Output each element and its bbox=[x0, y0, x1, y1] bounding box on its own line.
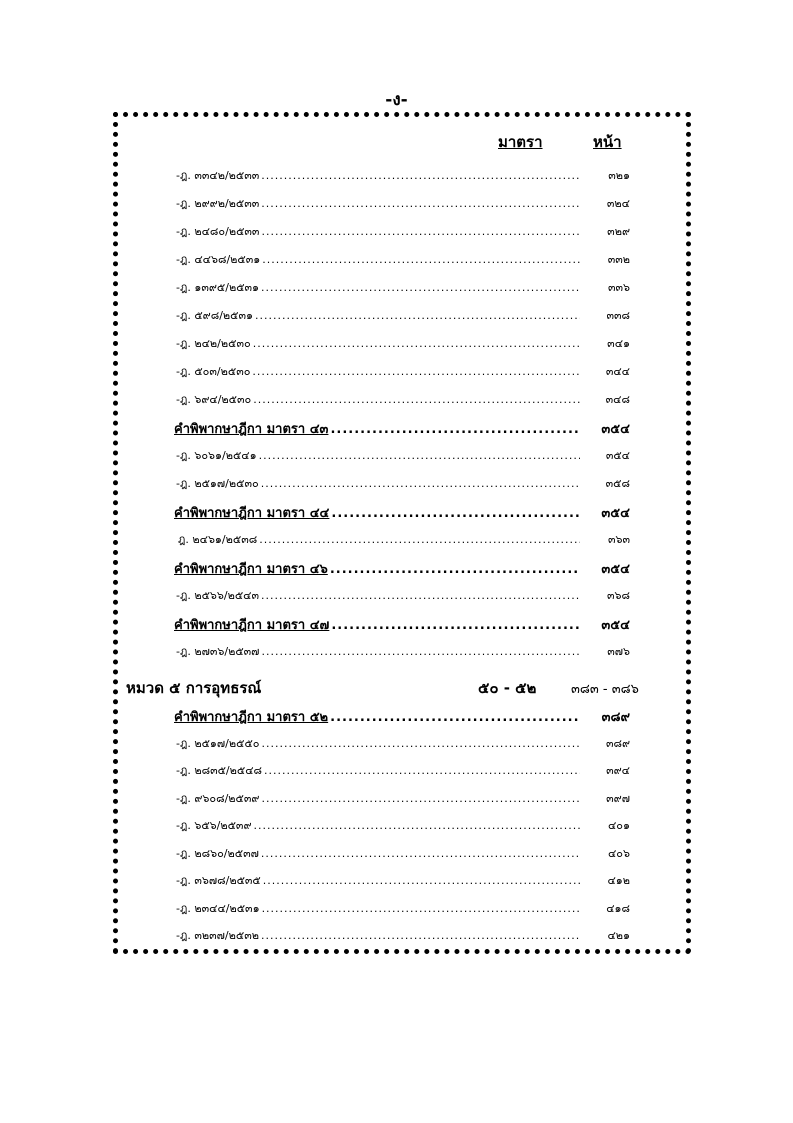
entry-page-number: ๓๒๔ bbox=[606, 197, 630, 210]
entry-page-number: ๓๓๖ bbox=[607, 281, 630, 294]
toc-entry-row bbox=[0, 586, 793, 606]
entry-label bbox=[176, 306, 580, 324]
dot-leader bbox=[259, 533, 580, 546]
dot-leader bbox=[331, 618, 580, 633]
entry-page-number: ๓๘๙ bbox=[605, 736, 630, 750]
entry-label bbox=[176, 734, 580, 752]
entry-page-number: ๓๖๓ bbox=[607, 533, 630, 546]
entry-page-number: ๓๗๖ bbox=[607, 645, 630, 658]
entry-text: คำพิพากษาฎีกา มาตรา ๔๖ bbox=[174, 562, 328, 577]
dot-leader bbox=[261, 645, 580, 658]
entry-label bbox=[176, 250, 580, 268]
entry-text: -ฎ. ๒๙๙๒/๒๕๓๓ bbox=[176, 197, 260, 210]
entry-page-number: ๓๓๒ bbox=[607, 253, 630, 266]
entry-text: คำพิพากษาฎีกา มาตรา ๕๒ bbox=[174, 710, 329, 725]
toc-entry-row bbox=[0, 334, 793, 354]
entry-text: -ฎ. ๒๗๓๖/๒๕๓๗ bbox=[176, 645, 260, 658]
toc-entry-row bbox=[0, 446, 793, 466]
entry-text: -ฎ. ๓๖๗๘/๒๕๓๕ bbox=[176, 874, 261, 887]
toc-entry-row bbox=[0, 871, 793, 891]
entry-text: -ฎ. ๔๔๖๘/๒๕๓๑ bbox=[176, 253, 261, 266]
entry-text: -ฎ. ๓๓๔๒/๒๕๓๓ bbox=[176, 169, 260, 182]
entry-label bbox=[176, 474, 580, 492]
toc-entry-row bbox=[0, 474, 793, 494]
entry-text: -ฎ. ๖๐๖๑/๒๕๔๑ bbox=[176, 449, 257, 462]
entry-page-number: ๓๙๔ bbox=[606, 764, 630, 777]
toc-entry-row bbox=[0, 250, 793, 270]
entry-label bbox=[176, 871, 580, 889]
entry-text: คำพิพากษาฎีกา มาตรา ๔๗ bbox=[174, 618, 330, 633]
entry-label bbox=[176, 194, 580, 212]
entry-page-number: ๓๒๑ bbox=[608, 169, 630, 182]
entry-label bbox=[174, 706, 580, 727]
toc-entry-row bbox=[0, 844, 793, 864]
section-column-header: มาตรา bbox=[498, 133, 543, 151]
toc-entry-row bbox=[0, 761, 793, 781]
section-heading-row bbox=[0, 418, 793, 438]
toc-entry-row bbox=[0, 789, 793, 809]
dot-leader bbox=[261, 477, 580, 490]
dot-leader bbox=[255, 309, 580, 322]
dot-leader bbox=[261, 197, 580, 210]
dot-leader bbox=[261, 929, 580, 942]
chapter-pages: ๓๘๓ - ๓๘๖ bbox=[571, 682, 639, 697]
entry-label bbox=[176, 761, 580, 779]
toc-entry-row bbox=[0, 816, 793, 836]
entry-text: -ฎ. ๖๕๖/๒๕๓๙ bbox=[176, 819, 252, 832]
entry-text: -ฎ. ๒๕๑๗/๒๕๓๐ bbox=[176, 477, 259, 490]
entry-text: -ฎ. ๕๙๘/๒๕๓๑ bbox=[176, 309, 253, 322]
entry-page-number: ๔๒๑ bbox=[607, 929, 630, 942]
dot-leader bbox=[330, 710, 580, 725]
entry-text: -ฎ. ๕๐๓/๒๕๓๐ bbox=[176, 365, 251, 378]
toc-entry-row bbox=[0, 899, 793, 919]
chapter-title: หมวด ๕ การอุทธรณ์ bbox=[126, 679, 262, 697]
entry-page-number: ๔๐๑ bbox=[607, 819, 630, 832]
entry-label bbox=[176, 390, 580, 408]
entry-label bbox=[174, 614, 580, 635]
entry-label bbox=[174, 502, 580, 523]
entry-label bbox=[176, 166, 580, 184]
dot-leader bbox=[252, 365, 580, 378]
dot-leader bbox=[254, 819, 581, 832]
entry-label bbox=[176, 789, 580, 807]
entry-page-number: ๓๓๘ bbox=[606, 309, 630, 322]
dot-leader bbox=[261, 225, 580, 238]
toc-entry-row bbox=[0, 278, 793, 298]
entry-label bbox=[174, 418, 580, 439]
entry-page-number: ๓๕๔ bbox=[601, 506, 630, 521]
section-heading-row bbox=[0, 558, 793, 578]
section-heading-row bbox=[0, 502, 793, 522]
entry-page-number: ๔๐๖ bbox=[607, 846, 630, 860]
dot-leader bbox=[263, 874, 580, 887]
dot-leader bbox=[261, 847, 580, 860]
toc-entry-row bbox=[0, 166, 793, 186]
entry-text: -ฎ. ๖๙๔/๒๕๓๐ bbox=[176, 393, 252, 406]
toc-entry-row bbox=[0, 362, 793, 382]
toc-entry-row bbox=[0, 306, 793, 326]
page-column-header: หน้า bbox=[593, 133, 622, 151]
dot-leader bbox=[261, 169, 580, 182]
toc-entry-row bbox=[0, 222, 793, 242]
entry-page-number: ๓๔๔ bbox=[605, 365, 630, 378]
toc-entry-row bbox=[0, 734, 793, 754]
entry-text: คำพิพากษาฎีกา มาตรา ๔๔ bbox=[174, 506, 330, 521]
entry-page-number: ๓๒๙ bbox=[607, 225, 630, 238]
dot-leader bbox=[330, 562, 580, 577]
toc-entry-row bbox=[0, 530, 793, 550]
dot-leader bbox=[262, 737, 581, 750]
toc-entry-row bbox=[0, 926, 793, 946]
entry-page-number: ๓๘๙ bbox=[601, 710, 630, 725]
entry-label bbox=[176, 362, 580, 380]
entry-text: -ฎ. ๒๔๘๐/๒๕๓๓ bbox=[176, 225, 260, 238]
entry-label bbox=[176, 816, 580, 834]
entry-label bbox=[176, 278, 580, 296]
entry-page-number: ๓๖๘ bbox=[607, 589, 630, 602]
entry-label bbox=[176, 899, 580, 917]
entry-text: -ฎ. ๒๔๒/๒๕๓๐ bbox=[176, 337, 251, 350]
entry-text: -ฎ. ๒๘๓๕/๒๕๔๘ bbox=[176, 764, 263, 777]
toc-entry-row bbox=[0, 642, 793, 662]
section-heading-row bbox=[0, 706, 793, 726]
entry-text: -ฎ. ๓๒๓๗/๒๕๓๒ bbox=[176, 929, 259, 942]
entry-page-number: ๓๙๗ bbox=[606, 791, 630, 805]
entry-label bbox=[176, 586, 580, 604]
entry-label bbox=[176, 844, 580, 862]
entry-label bbox=[176, 642, 580, 660]
chapter-sections: ๕๐ - ๕๒ bbox=[478, 679, 537, 697]
dot-leader bbox=[253, 337, 580, 350]
dot-leader bbox=[261, 589, 580, 602]
dot-leader bbox=[330, 422, 580, 437]
entry-label bbox=[176, 222, 580, 240]
entry-text: -ฎ. ๒๘๖๐/๒๕๓๗ bbox=[176, 846, 259, 860]
entry-page-number: ๓๕๔ bbox=[601, 618, 630, 633]
dot-leader bbox=[261, 281, 580, 294]
entry-label bbox=[178, 530, 580, 548]
dot-leader bbox=[264, 764, 580, 777]
page-number: -ง- bbox=[385, 90, 408, 110]
entry-page-number: ๓๔๘ bbox=[605, 393, 630, 406]
toc-entry-row bbox=[0, 390, 793, 410]
entry-page-number: ๓๕๘ bbox=[605, 477, 630, 490]
entry-page-number: ๔๑๘ bbox=[606, 901, 630, 915]
section-heading-row bbox=[0, 614, 793, 634]
entry-text: -ฎ. ๒๓๔๔/๒๕๓๑ bbox=[176, 901, 260, 915]
entry-page-number: ๓๕๔ bbox=[601, 562, 630, 577]
entry-text: -ฎ. ๙๖๐๘/๒๕๓๙ bbox=[176, 791, 260, 805]
dot-leader bbox=[259, 449, 580, 462]
entry-text: -ฎ. ๒๕๖๖/๒๕๔๓ bbox=[176, 589, 260, 602]
entry-label bbox=[176, 926, 580, 944]
entry-label bbox=[176, 334, 580, 352]
chapter-5-row bbox=[0, 676, 793, 702]
toc-entry-row bbox=[0, 194, 793, 214]
dot-leader bbox=[331, 506, 580, 521]
dot-leader bbox=[262, 253, 580, 266]
dot-leader bbox=[262, 902, 580, 915]
entry-page-number: ๔๑๒ bbox=[607, 874, 630, 887]
entry-label bbox=[176, 446, 580, 464]
entry-text: -ฎ. ๑๓๙๕/๒๕๓๑ bbox=[176, 281, 260, 294]
entry-label bbox=[174, 558, 580, 579]
dot-leader bbox=[253, 393, 580, 406]
entry-text: ฎ. ๒๔๖๑/๒๕๓๘ bbox=[178, 533, 258, 546]
entry-text: -ฎ. ๒๕๑๗/๒๕๕๐ bbox=[176, 736, 260, 750]
entry-text: คำพิพากษาฎีกา มาตรา ๔๓ bbox=[174, 422, 329, 437]
entry-page-number: ๓๕๔ bbox=[601, 422, 630, 437]
dot-leader bbox=[261, 792, 580, 805]
entry-page-number: ๓๔๑ bbox=[607, 337, 630, 350]
entry-page-number: ๓๕๔ bbox=[605, 449, 630, 462]
